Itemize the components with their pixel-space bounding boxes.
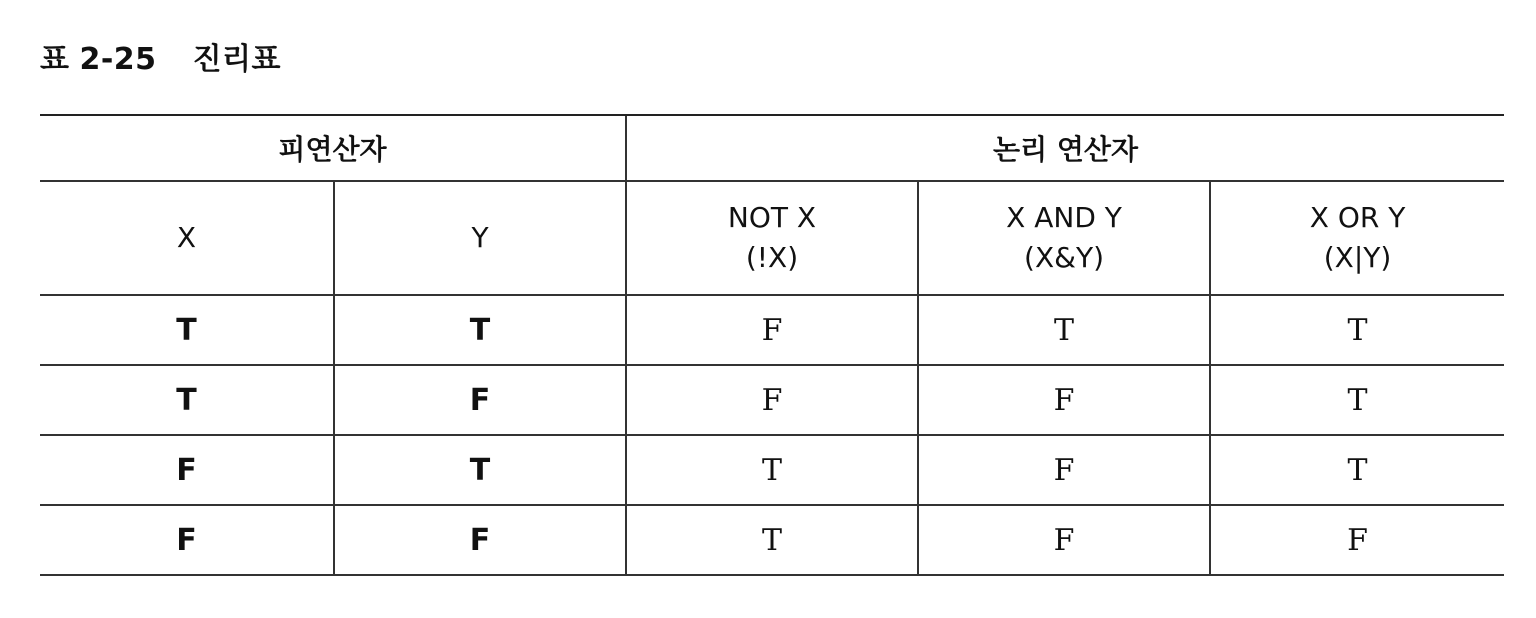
column-header-not-label: NOT X [727,201,817,234]
table-row [40,295,1504,365]
cell-x: T [40,295,334,365]
column-header-or-label: X OR Y [1309,201,1406,234]
caption-title: 진리표 [192,42,282,77]
cell-x: F [40,435,334,505]
cell-x-or-y: F [1210,505,1504,575]
cell-not-x: T [626,505,918,575]
cell-x: F [40,505,334,575]
truth-table [40,114,1504,576]
column-header-row [40,181,1504,295]
cell-x-and-y: F [918,435,1210,505]
cell-not-x: F [626,295,918,365]
cell-x-or-y: T [1210,295,1504,365]
caption-label: 표 [40,42,70,77]
column-header-and [918,181,1210,295]
cell-y: F [334,365,626,435]
cell-y: T [334,435,626,505]
column-header-or [1210,181,1504,295]
table-row [40,365,1504,435]
cell-x-and-y: F [918,365,1210,435]
column-header-y-label: Y [471,221,489,254]
cell-y: T [334,295,626,365]
column-header-not-symbol: (!X) [745,241,799,274]
column-header-or-symbol: (X|Y) [1323,241,1392,274]
group-header-operands: 피연산자 [40,115,626,181]
cell-x-or-y: T [1210,435,1504,505]
cell-x-and-y: T [918,295,1210,365]
column-header-x-label: X [176,221,197,254]
column-header-and-symbol: (X&Y) [1024,241,1104,274]
caption-number: 2-25 [79,42,157,77]
cell-x-or-y: T [1210,365,1504,435]
cell-y: F [334,505,626,575]
column-header-x [40,181,334,295]
cell-x: T [40,365,334,435]
column-header-y [334,181,626,295]
table-row [40,435,1504,505]
group-header-logical-operators: 논리 연산자 [626,115,1504,181]
column-header-and-label: X AND Y [1006,201,1122,234]
cell-not-x: F [626,365,918,435]
cell-x-and-y: F [918,505,1210,575]
column-header-not [626,181,918,295]
group-header-row [40,115,1504,181]
table-row [40,505,1504,575]
cell-not-x: T [626,435,918,505]
table-caption [40,34,281,78]
